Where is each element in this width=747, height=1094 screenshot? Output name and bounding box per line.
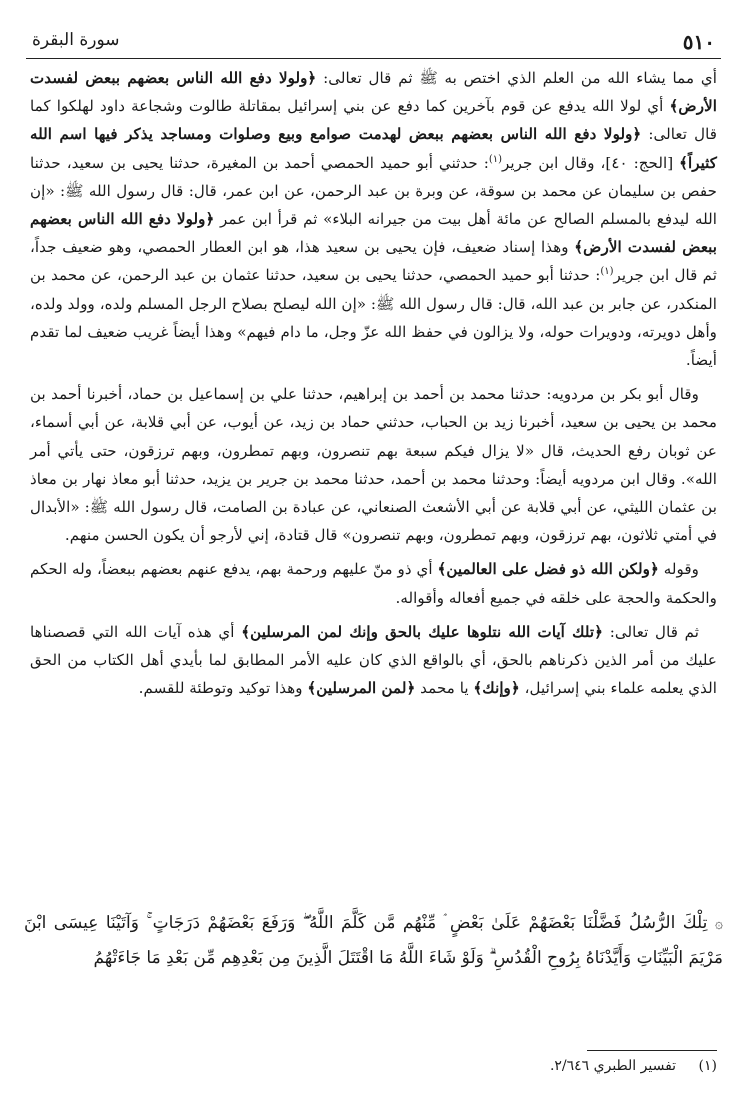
paragraph [30, 555, 717, 611]
text-run: وقال أبو بكر بن مردويه: حدثنا محمد بن أحمد بن إبراهيم، حدثنا علي بن إسماعيل بن حماد، أخبرنا أحمد بن محمد بن يحيى بن سعيد، أخبرنا زيد بن الحباب، حدثني حماد بن زيد، عن أيوب، عن أبي قلابة، عن أبي أسماء، عن ثوبان رفع الحديث، قال «لا يزال فيكم سبعة بهم تنصرون، وبهم تمطرون، وبهم ترزقون، حتى يأتي أمر الله». وقال ابن مردويه أيضاً: وحدثنا محمد بن أحمد، حدثنا محمد بن جرير بن يزيد، حدثنا أبو معاذ نهار بن معاذ بن عثمان الليثي، عن أبي قلابة عن أبي الأشعث الصنعاني، عن عبادة بن الصامت، قال رسول الله ﷺ: «الأبدال في أمتي ثلاثون، بهم ترزقون، وبهم تمطرون، وبهم تنصرون» قال قتادة، إني لأرجو أن يكون الحسن منهم. [30, 385, 717, 545]
text-run: : حدثنا أبو حميد الحمصي، حدثنا يحيى بن سعيد، حدثنا عثمان بن عبد الرحمن، عن محمد بن المنكدر، عن جابر بن عبد الله، قال: قال رسول الله ﷺ: «إن الله ليصلح بصلاح الرجل المسلم ولده، وولد ولده، وأهل دويرته، ودويرات حوله، ولا يزالون في حفظ الله عزّ وجل، ما دام فيهم» وهذا أيضاً غريب ضعيف لما تقدم أيضاً. [30, 266, 717, 370]
verse-text: تِلْكَ الرُّسُلُ فَضَّلْنَا بَعْضَهُمْ عَلَىٰ بَعْضٍ ۘ مِّنْهُم مَّن كَلَّمَ اللَّهُ ۖ وَرَفَعَ بَعْضَهُمْ دَرَجَاتٍ ۚ وَآتَيْنَا عِيسَى ابْنَ مَرْيَمَ الْبَيِّنَاتِ وَأَيَّدْنَاهُ بِرُوحِ الْقُدُسِ ۗ وَلَوْ شَاءَ اللَّهُ مَا اقْتَتَلَ الَّذِينَ مِن بَعْدِهِم مِّن بَعْدِ مَا جَاءَتْهُمُ [24, 913, 723, 968]
paragraph [30, 64, 717, 374]
quran-verse [24, 906, 723, 975]
quran-quote: ﴿ولكن الله ذو فضل على العالمين﴾ [437, 560, 659, 579]
quran-quote: ﴿تلك آيات الله نتلوها عليك بالحق وإنك لمن المرسلين﴾ [241, 622, 604, 641]
paragraph [30, 380, 717, 549]
footnote [30, 1055, 717, 1077]
text-run: وهذا توكيد وتوطئة للقسم. [138, 679, 308, 698]
text-run: أي هذه آيات الله التي قصصناها عليك من أمر الذين ذكرناهم بالحق، أي بالواقع الذي كان عليه الأمر المطابق لما بأيدي أهل الكتاب من الحق الذي يعلمه علماء بني إسرائيل، [30, 622, 717, 698]
text-run: [الحج: ٤٠]، وقال ابن جرير [502, 153, 680, 172]
footnote-divider [587, 1050, 717, 1051]
footnote-text: تفسير الطبري ٢/٦٤٦. [549, 1058, 677, 1074]
footnote-number: (١) [698, 1058, 717, 1074]
text-run: أي لولا الله يدفع عن قوم بآخرين كما دفع عن بني إسرائيل بمقاتلة طالوت وشجاعة داود لهلكوا كما قال تعالى: [30, 97, 717, 144]
text-run: ثم قال تعالى: [603, 622, 699, 641]
footnote-ref: (١) [600, 266, 614, 278]
text-run: وقوله [658, 560, 699, 579]
quran-quote: ﴿لمن المرسلين﴾ [307, 679, 416, 698]
footnote-ref: (١) [488, 153, 502, 165]
rub-el-hizb-icon: ۞ [714, 916, 724, 932]
text-run: : حدثني أبو حميد الحمصي أحمد بن المغيرة، حدثنا يحيى بن سعيد، حدثنا حفص بن سليمان عن محمد بن سوقة، عن وبرة بن عبد الرحمن، عن ابن عمر، قال: قال رسول الله ﷺ: «إن الله ليدفع بالمسلم الصالح عن مائة أهل بيت من جيرانه البلاء» ثم قرأ ابن عمر [30, 153, 717, 229]
paragraph [30, 618, 717, 703]
quran-quote: ﴿ولولا دفع الله الناس بعضهم ببعض لهدمت صوامع وبيع وصلوات ومساجد يذكر فيها اسم الله كثيراً﴾ [30, 125, 717, 172]
text-run: يا محمد [415, 679, 474, 698]
commentary-body [30, 64, 717, 708]
text-run: أي مما يشاء الله من العلم الذي اختص به ﷺ ثم قال تعالى: [316, 69, 717, 87]
page-header [26, 24, 721, 59]
page-number: ٥١٠ [682, 30, 715, 54]
quran-quote: ﴿وإنك﴾ [473, 679, 520, 698]
text-run: أي ذو منّ عليهم ورحمة بهم، يدفع عنهم بعضهم ببعضاً، وله الحكم والحكمة والحجة على خلقه في جميع أفعاله وأقواله. [30, 560, 717, 607]
quran-quote: ﴿ولولا دفع الله الناس بعضهم ببعض لفسدت الأرض﴾ [30, 210, 717, 257]
quran-quote: ﴿ولولا دفع الله الناس بعضهم ببعض لفسدت الأرض﴾ [30, 69, 717, 116]
surah-title: سورة البقرة [32, 30, 120, 50]
text-run: وهذا إسناد ضعيف، فإن يحيى بن سعيد هذا، هو ابن العطار الحمصي، وهو ضعيف جداً، ثم قال ابن جرير [30, 238, 717, 285]
